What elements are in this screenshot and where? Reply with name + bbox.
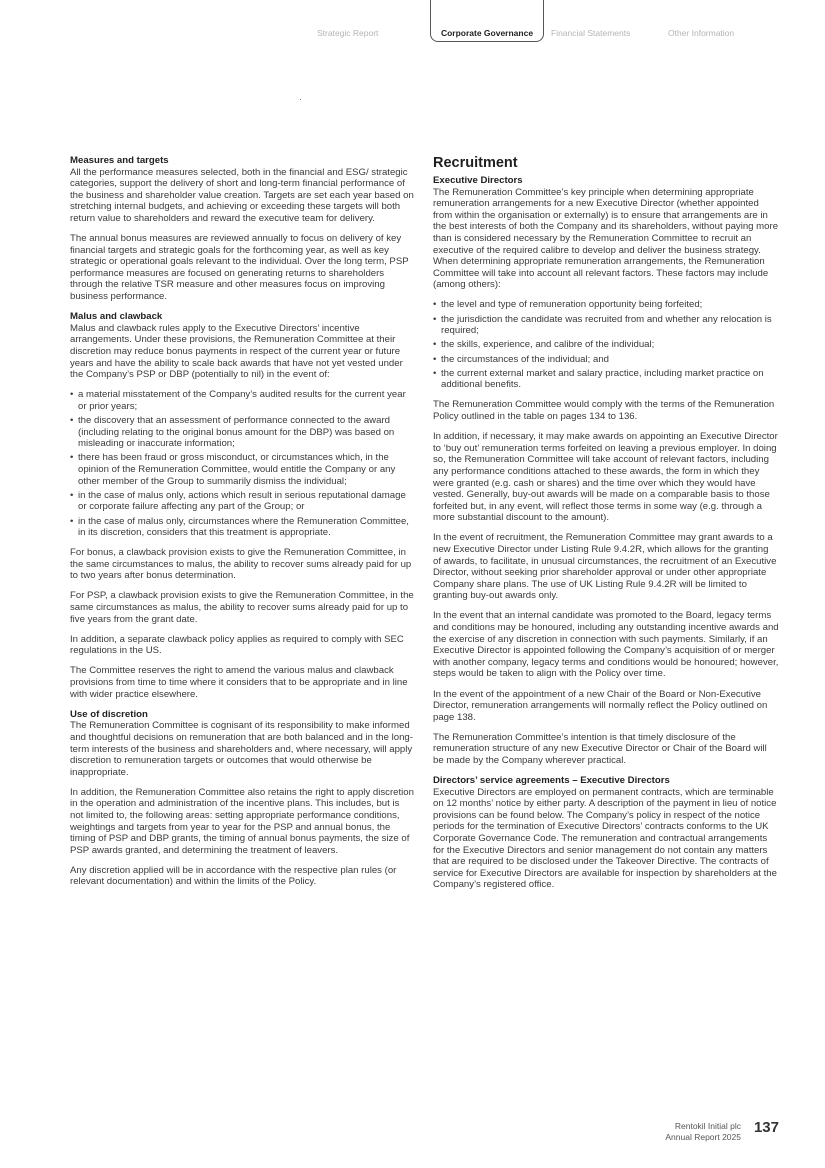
malus-paragraph-1: Malus and clawback rules apply to the Executive Directors’ incentive arrangements. Under these provisions, the Remuneration Committee at their discretion may reduce bonus payments in respect of the current year or future years and have the ability to scale back awards that have not yet vested under the Company’s PSP or DBP (potentially to nil) in the event of:: [70, 322, 403, 381]
recruitment-paragraph-5: In the event that an internal candidate was promoted to the Board, legacy terms and conditions may be honoured, including any outstanding incentive awards and the exercise of any discretion in connection with such payments. Similarly, if an Executive Director is appointed following the Company’s acquisition of or merger with another company, legacy terms and conditions would be honoured; however, steps would be taken to align with the Policy over time.: [433, 610, 779, 680]
nav-tab-corporate-governance-label: Corporate Governance: [440, 28, 534, 38]
measures-heading: Measures and targets: [70, 155, 169, 166]
malus-paragraph-4: In addition, a separate clawback policy applies as required to comply with SEC regulations in the US.: [70, 633, 404, 657]
section-navigation: [0, 0, 825, 46]
discretion-paragraph-2: In addition, the Remuneration Committee also retains the right to apply discretion in the operation and administration of the incentive plans. This includes, but is not limited to, the following areas: setting appropriate performance conditions, weightings and targets from year to year for the PSP and annual bonus, the timing of PSP and DBP grants, the timing of annual bonus payments, the size of PSP awards granted, and determining the treatment of leavers.: [70, 786, 414, 856]
discretion-heading: Use of discretion: [70, 708, 148, 720]
nav-tab-financial-statements[interactable]: Financial Statements: [551, 28, 631, 38]
footer-text: [665, 1121, 741, 1142]
malus-paragraph-3: For PSP, a clawback provision exists to give the Remuneration Committee, in the same circumstances as malus, the ability to recover sums already paid for up to five years from the grant date.: [70, 590, 414, 625]
malus-paragraph-5: The Committee reserves the right to amend the various malus and clawback provisions from time to time where it considers that to be appropriate and in line with wider practice elsewhere.: [70, 665, 408, 700]
recruitment-paragraph-6: In the event of the appointment of a new Chair of the Board or Non-Executive Director, remuneration arrangements will normally reflect the Policy outlined on page 138.: [433, 688, 768, 723]
recruitment-paragraph-4: In the event of recruitment, the Remuneration Committee may grant awards to a new Executive Director under Listing Rule 9.4.2R, which allows for the granting of awards, to facilitate, in unusual circumstances, the recruitment of an Executive Director, without seeking prior shareholder approval or under other appropriate Company share plans. The use of UK Listing Rule 9.4.2R will be limited to granting buy-out awards only.: [433, 532, 777, 602]
right-column: [433, 155, 779, 900]
recruitment-bullet-list: [433, 299, 779, 391]
footer-company: Rentokil Initial plc: [674, 1121, 741, 1131]
malus-bullet-list: [70, 389, 415, 539]
executive-directors-heading: Executive Directors: [433, 175, 523, 186]
list-item: • the level and type of remuneration opportunity being forfeited;: [433, 299, 779, 311]
list-item: • the circumstances of the individual; and: [433, 354, 779, 366]
discretion-paragraph-3: Any discretion applied will be in accordance with the respective plan rules (or relevant documentation) and within the limits of the Policy.: [70, 864, 397, 888]
malus-heading: Malus and clawback: [70, 311, 163, 323]
recruitment-title: Recruitment: [433, 155, 518, 171]
recruitment-paragraph-7: The Remuneration Committee’s intention is that timely disclosure of the remuneration structure of any new Executive Director or Chair of the Board will be made by the Company wherever practical.: [433, 731, 767, 766]
list-item: • a material misstatement of the Company’s audited results for the current year or prior years;: [70, 389, 415, 412]
malus-paragraph-2: For bonus, a clawback provision exists to give the Remuneration Committee, in the same circumstances to malus, the ability to recover sums already paid for up to two years after bonus determination.: [70, 547, 412, 582]
page-number: 137: [753, 1119, 779, 1136]
recruitment-paragraph-3: In addition, if necessary, it may make awards on appointing an Executive Director to ‘buy out’ remuneration terms forfeited on leaving a previous employer. In doing so, the Remuneration Committee will take account of relevant factors, including any performance conditions attached to these awards, the form in which they were granted (e.g. cash or shares) and the time over which they would have vested. Generally, buy-out awards will be made on a comparable basis to those forfeited but, in any event, will reflect those terms in some way (e.g. through a more substantial discount to the amount).: [433, 431, 778, 524]
measures-paragraph-2: The annual bonus measures are reviewed annually to focus on delivery of key financial targets and strategic goals for the forthcoming year, as well as key strategic or operational goals relevant to the individual. Over the long term, PSP performance measures are focused on generating returns to shareholders through the relative TSR measure and other measures focus on improving business performance.: [70, 233, 409, 303]
recruitment-paragraph-1: The Remuneration Committee’s key principle when determining appropriate remuneration arrangements for a new Executive Director (whether appointed from within the organisation or externally) is to ensure that arrangements are in the best interests of both the Company and its shareholders, without paying more than is considered necessary by the Remuneration Committee to recruit an executive of the required calibre to develop and deliver the business strategy. When determining appropriate remuneration arrangements, the Remuneration Committee will take into account all relevant factors. These factors may include (among others):: [433, 186, 779, 291]
list-item: • the discovery that an assessment of performance connected to the award (including relating to the original bonus amount for the DBP) was based on misleading or inaccurate information;: [70, 415, 415, 450]
service-agreements-paragraph: Executive Directors are employed on permanent contracts, which are terminable on 12 months’ notice by either party. A description of the payment in lieu of notice provisions can be found below. The Company’s policy in respect of the notice periods for the termination of Executive Directors’ contracts conforms to the UK Corporate Governance Code. The remuneration and contractual arrangements for the Executive Directors and senior management do not contain any matters that are required to be disclosed under the Takeover Directive. The contracts of service for Executive Directors are available for inspection by shareholders at the Company’s registered office.: [433, 786, 777, 891]
discretion-paragraph-1: The Remuneration Committee is cognisant of its responsibility to make informed and thoughtful decisions on remuneration that are both balanced and in the long-term interests of the business and shareholders and, where necessary, will apply discretion to remuneration targets or outcomes that would otherwise be inappropriate.: [70, 720, 413, 778]
measures-paragraph-1: All the performance measures selected, both in the financial and ESG/ strategic categories, support the delivery of short and long-term financial performance of the business and shareholder value creation. Targets are set each year based on stretching internal budgets, and achieving or exceeding these targets will both return value to shareholders and reward the executive team for delivery.: [70, 166, 414, 224]
dot-mark: [300, 99, 301, 100]
list-item: • the jurisdiction the candidate was recruited from and whether any relocation is required;: [433, 314, 779, 337]
list-item: • in the case of malus only, actions which result in serious reputational damage or corporate failure affecting any part of the Group; or: [70, 490, 415, 513]
list-item: • the current external market and salary practice, including market practice on additional benefits.: [433, 368, 779, 391]
list-item: • in the case of malus only, circumstances where the Remuneration Committee, in its discretion, considers that this treatment is appropriate.: [70, 516, 415, 539]
recruitment-paragraph-2: The Remuneration Committee would comply with the terms of the Remuneration Policy outlined in the table on pages 134 to 136.: [433, 399, 775, 423]
list-item: • there has been fraud or gross misconduct, or circumstances which, in the opinion of the Remuneration Committee, would entitle the Company or any other member of the Group to summarily dismiss the individual;: [70, 452, 415, 487]
nav-tab-corporate-governance[interactable]: [430, 0, 544, 42]
nav-tab-strategic-report[interactable]: Strategic Report: [317, 28, 379, 38]
nav-tab-other-information[interactable]: Other Information: [668, 28, 735, 38]
left-column: [70, 155, 415, 897]
list-item: • the skills, experience, and calibre of the individual;: [433, 339, 779, 351]
footer-report: Annual Report 2025: [665, 1131, 741, 1142]
service-agreements-heading: Directors’ service agreements – Executive Directors: [433, 775, 670, 787]
